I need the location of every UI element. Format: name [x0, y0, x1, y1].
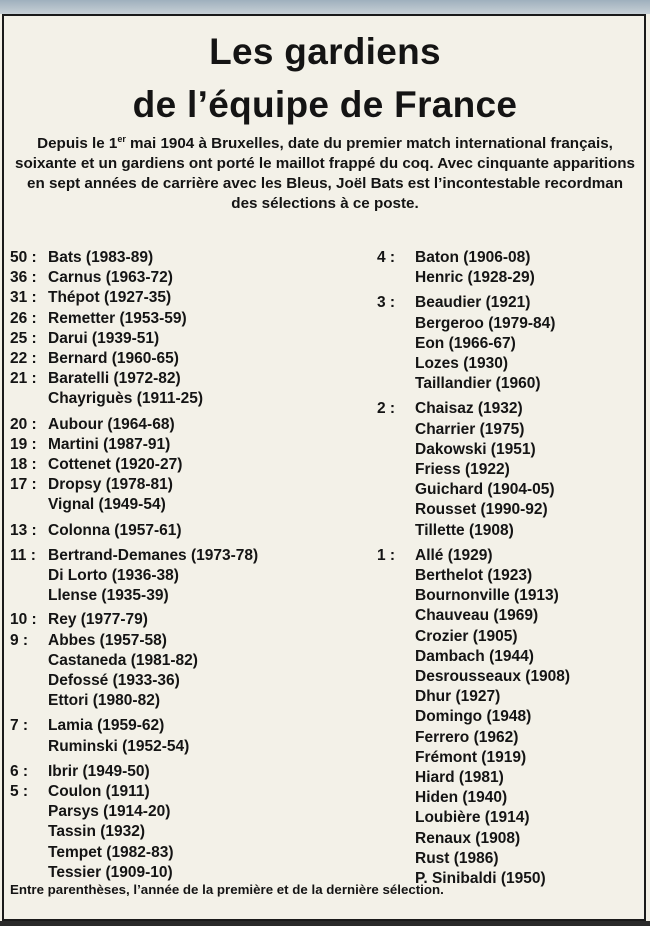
caps-count: 10 : — [10, 611, 37, 629]
caps-count-spacer — [377, 627, 415, 647]
caps-count-spacer — [10, 566, 48, 586]
goalkeeper-name: Tillette (1908) — [415, 521, 514, 539]
caps-group — [377, 248, 639, 288]
goalkeeper-name: Chaisaz (1932) — [415, 400, 523, 418]
goalkeeper-name: Defossé (1933-36) — [48, 672, 180, 690]
caps-group — [377, 546, 639, 889]
caps-group — [10, 610, 370, 630]
caps-count-spacer — [377, 808, 415, 828]
caps-count-spacer — [377, 667, 415, 687]
goalkeeper-row — [10, 782, 370, 802]
caps-group — [377, 293, 639, 394]
goalkeeper-name: Bertrand-Demanes (1973-78) — [48, 546, 259, 564]
goalkeeper-row — [377, 460, 639, 480]
intro-ordinal-superscript: er — [117, 133, 126, 144]
caps-count-spacer — [377, 354, 415, 374]
goalkeeper-row — [10, 455, 370, 475]
goalkeeper-name: Lozes (1930) — [415, 355, 509, 373]
goalkeeper-row — [377, 546, 639, 566]
goalkeeper-name: Carnus (1963-72) — [48, 269, 173, 287]
goalkeeper-row — [10, 631, 370, 651]
goalkeeper-name: Allé (1929) — [415, 546, 493, 564]
goalkeeper-name: Ferrero (1962) — [415, 728, 519, 746]
goalkeeper-row — [10, 651, 370, 671]
goalkeeper-row — [10, 521, 370, 541]
caps-group — [10, 521, 370, 541]
goalkeeper-row — [10, 415, 370, 435]
headline-line-1: Les gardiens — [209, 31, 441, 72]
goalkeeper-name: Rousset (1990-92) — [415, 501, 548, 519]
goalkeeper-name: Berthelot (1923) — [415, 567, 533, 585]
goalkeeper-name: Castaneda (1981-82) — [48, 651, 198, 669]
goalkeeper-name: Dakowski (1951) — [415, 440, 536, 458]
goalkeeper-row — [377, 374, 639, 394]
goalkeeper-name: Crozier (1905) — [415, 627, 518, 645]
caps-count: 6 : — [10, 762, 29, 780]
caps-count-spacer — [377, 480, 415, 500]
goalkeeper-name: Parsys (1914-20) — [48, 803, 171, 821]
intro-text-start: Depuis le 1 — [37, 135, 118, 152]
caps-group — [10, 455, 370, 475]
goalkeeper-name: Ruminski (1952-54) — [48, 737, 190, 755]
goalkeeper-name: Loubière (1914) — [415, 809, 530, 827]
goalkeeper-name: Baton (1906-08) — [415, 249, 531, 266]
caps-group — [10, 329, 370, 349]
goalkeeper-name: Chayriguès (1911-25) — [48, 390, 204, 408]
goalkeeper-name: Henric (1928-29) — [415, 269, 535, 287]
caps-group — [10, 716, 370, 756]
caps-count-spacer — [377, 268, 415, 288]
goalkeeper-row — [10, 369, 370, 389]
caps-count-spacer — [377, 586, 415, 606]
caps-group — [10, 631, 370, 712]
caps-count-spacer — [10, 822, 48, 842]
goalkeeper-name: Dambach (1944) — [415, 647, 534, 665]
goalkeeper-row — [377, 440, 639, 460]
caps-count-spacer — [377, 728, 415, 748]
goalkeeper-name: Rey (1977-79) — [48, 611, 148, 629]
caps-count: 17 : — [10, 476, 37, 494]
caps-group — [10, 762, 370, 782]
caps-count-spacer — [377, 849, 415, 869]
goalkeeper-name: P. Sinibaldi (1950) — [415, 870, 546, 888]
goalkeeper-row — [377, 354, 639, 374]
goalkeeper-name: Domingo (1948) — [415, 708, 532, 726]
goalkeeper-row — [377, 829, 639, 849]
caps-count-spacer — [377, 647, 415, 667]
caps-group — [10, 268, 370, 288]
caps-group — [10, 288, 370, 308]
caps-count-spacer — [10, 389, 48, 409]
goalkeeper-row — [10, 822, 370, 842]
goalkeeper-row — [10, 329, 370, 349]
goalkeeper-row — [10, 248, 370, 268]
goalkeeper-name: Chauveau (1969) — [415, 607, 539, 625]
caps-count-spacer — [377, 707, 415, 727]
caps-count-spacer — [377, 420, 415, 440]
goalkeeper-name: Aubour (1964-68) — [48, 415, 175, 433]
goalkeeper-name: Eon (1966-67) — [415, 334, 516, 352]
caps-count: 31 : — [10, 289, 37, 307]
goalkeeper-name: Guichard (1904-05) — [415, 481, 555, 499]
caps-count-spacer — [10, 495, 48, 515]
goalkeeper-name: Tempet (1982-83) — [48, 843, 174, 861]
goalkeeper-name: Taillandier (1960) — [415, 375, 541, 393]
goalkeeper-row — [10, 843, 370, 863]
intro-paragraph — [14, 134, 636, 214]
goalkeeper-row — [10, 288, 370, 308]
goalkeeper-row — [377, 248, 639, 268]
goalkeeper-row — [377, 707, 639, 727]
goalkeeper-row — [377, 667, 639, 687]
goalkeeper-name: Renaux (1908) — [415, 829, 521, 847]
goalkeeper-name: Tessier (1909-10) — [48, 863, 173, 881]
goalkeeper-name: Tassin (1932) — [48, 823, 146, 841]
goalkeeper-row — [377, 728, 639, 748]
goalkeeper-row — [377, 500, 639, 520]
goalkeeper-row — [10, 309, 370, 329]
caps-count-spacer — [377, 500, 415, 520]
caps-group — [10, 782, 370, 883]
goalkeeper-row — [10, 671, 370, 691]
goalkeeper-row — [377, 586, 639, 606]
goalkeeper-row — [10, 716, 370, 736]
goalkeeper-row — [377, 768, 639, 788]
goalkeeper-row — [377, 627, 639, 647]
goalkeeper-name: Hiard (1981) — [415, 769, 504, 787]
goalkeeper-row — [377, 293, 639, 313]
goalkeeper-name: Thépot (1927-35) — [48, 289, 172, 307]
caps-count-spacer — [10, 586, 48, 606]
caps-count-spacer — [10, 737, 48, 757]
caps-count-spacer — [377, 748, 415, 768]
goalkeeper-name: Abbes (1957-58) — [48, 631, 167, 649]
goalkeeper-name: Baratelli (1972-82) — [48, 370, 181, 388]
caps-count: 22 : — [10, 350, 37, 368]
caps-count: 13 : — [10, 521, 37, 539]
goalkeeper-name: Charrier (1975) — [415, 420, 525, 438]
goalkeeper-row — [377, 566, 639, 586]
caps-count-spacer — [377, 768, 415, 788]
goalkeeper-name: Martini (1987-91) — [48, 435, 171, 453]
goalkeeper-row — [10, 435, 370, 455]
goalkeeper-row — [377, 687, 639, 707]
goalkeeper-name: Lamia (1959-62) — [48, 717, 165, 735]
goalkeeper-name: Hiden (1940) — [415, 789, 508, 807]
caps-count-spacer — [10, 843, 48, 863]
caps-count: 11 : — [10, 546, 36, 564]
caps-count: 26 : — [10, 309, 37, 327]
goalkeeper-row — [10, 495, 370, 515]
caps-count-spacer — [377, 334, 415, 354]
goalkeeper-name: Llense (1935-39) — [48, 587, 169, 605]
caps-count-spacer — [10, 651, 48, 671]
goalkeeper-row — [10, 268, 370, 288]
caps-count: 3 : — [377, 294, 396, 312]
goalkeeper-name: Beaudier (1921) — [415, 294, 531, 312]
caps-group — [10, 415, 370, 435]
caps-count: 19 : — [10, 435, 37, 453]
caps-count-spacer — [377, 374, 415, 394]
headline-line-2: de l’équipe de France — [132, 84, 518, 125]
goalkeeper-row — [10, 546, 370, 566]
goalkeeper-row — [377, 849, 639, 869]
goalkeeper-row — [377, 399, 639, 419]
caps-count: 5 : — [10, 783, 29, 801]
goalkeeper-row — [377, 334, 639, 354]
goalkeeper-row — [10, 802, 370, 822]
goalkeeper-row — [377, 788, 639, 808]
goalkeeper-name: Friess (1922) — [415, 461, 510, 479]
caps-count-spacer — [10, 671, 48, 691]
caps-count-spacer — [377, 314, 415, 334]
caps-count-spacer — [10, 802, 48, 822]
caps-group — [10, 546, 370, 607]
goalkeeper-name: Ibrir (1949-50) — [48, 762, 150, 780]
goalkeeper-row — [377, 808, 639, 828]
goalkeeper-name: Rust (1986) — [415, 849, 499, 867]
goalkeeper-name: Cottenet (1920-27) — [48, 456, 183, 474]
caps-count: 50 : — [10, 249, 37, 266]
goalkeeper-name: Vignal (1949-54) — [48, 496, 166, 514]
goalkeeper-row — [377, 606, 639, 626]
caps-count-spacer — [377, 440, 415, 460]
caps-count: 1 : — [377, 546, 396, 564]
goalkeeper-name: Dropsy (1978-81) — [48, 476, 173, 494]
goalkeeper-name: Ettori (1980-82) — [48, 692, 160, 710]
goalkeeper-row — [10, 349, 370, 369]
caps-group — [10, 475, 370, 515]
caps-count: 25 : — [10, 329, 37, 347]
goalkeeper-row — [10, 691, 370, 711]
goalkeeper-row — [377, 268, 639, 288]
caps-count: 18 : — [10, 456, 37, 474]
caps-count: 2 : — [377, 400, 396, 418]
goalkeeper-name: Desrousseaux (1908) — [415, 668, 571, 686]
caps-count-spacer — [377, 788, 415, 808]
goalkeeper-name: Coulon (1911) — [48, 783, 150, 801]
goalkeeper-name: Frémont (1919) — [415, 748, 527, 766]
caps-count: 4 : — [377, 249, 396, 266]
caps-group — [377, 399, 639, 540]
bottom-edge-strip — [0, 921, 650, 926]
caps-count-spacer — [377, 460, 415, 480]
goalkeeper-row — [10, 389, 370, 409]
caps-count-spacer — [377, 566, 415, 586]
caps-count-spacer — [10, 691, 48, 711]
goalkeeper-row — [10, 610, 370, 630]
caps-group — [10, 248, 370, 268]
footnote: Entre parenthèses, l’année de la première et de la dernière sélection. — [10, 882, 444, 897]
goalkeeper-name: Bournonville (1913) — [415, 587, 559, 605]
goalkeeper-row — [377, 480, 639, 500]
goalkeeper-row — [10, 737, 370, 757]
caps-count-spacer — [377, 829, 415, 849]
caps-group — [10, 309, 370, 329]
goalkeepers-list-left — [10, 248, 370, 883]
goalkeeper-name: Bats (1983-89) — [48, 249, 154, 266]
caps-count: 20 : — [10, 415, 37, 433]
caps-count: 7 : — [10, 717, 29, 735]
goalkeeper-name: Darui (1939-51) — [48, 329, 160, 347]
goalkeeper-row — [10, 475, 370, 495]
top-edge-strip — [0, 0, 650, 14]
caps-group — [10, 349, 370, 369]
goalkeeper-name: Di Lorto (1936-38) — [48, 567, 179, 585]
goalkeeper-row — [377, 521, 639, 541]
goalkeeper-row — [377, 314, 639, 334]
caps-count-spacer — [377, 521, 415, 541]
caps-group — [10, 369, 370, 409]
goalkeeper-name: Remetter (1953-59) — [48, 309, 187, 327]
goalkeeper-row — [10, 566, 370, 586]
caps-count-spacer — [377, 687, 415, 707]
caps-count-spacer — [377, 606, 415, 626]
goalkeeper-name: Colonna (1957-61) — [48, 521, 182, 539]
intro-text-rest: mai 1904 à Bruxelles, date du premier match international français, soixante et un gardiens ont porté le maillot frappé du coq. Avec cinquante apparitions en sept années de carrière avec les Bleus, Joël Bats est l’incontestable recordman des sélections à ce poste. — [15, 135, 635, 212]
goalkeeper-name: Bernard (1960-65) — [48, 350, 179, 368]
caps-count: 36 : — [10, 269, 37, 287]
goalkeeper-name: Dhur (1927) — [415, 688, 501, 706]
goalkeeper-row — [10, 586, 370, 606]
goalkeeper-row — [377, 647, 639, 667]
goalkeeper-row — [10, 762, 370, 782]
caps-count: 9 : — [10, 631, 29, 649]
goalkeepers-list-right — [377, 248, 639, 889]
caps-count: 21 : — [10, 370, 37, 388]
goalkeeper-name: Bergeroo (1979-84) — [415, 314, 556, 332]
goalkeeper-row — [377, 748, 639, 768]
caps-group — [10, 435, 370, 455]
goalkeeper-row — [377, 420, 639, 440]
